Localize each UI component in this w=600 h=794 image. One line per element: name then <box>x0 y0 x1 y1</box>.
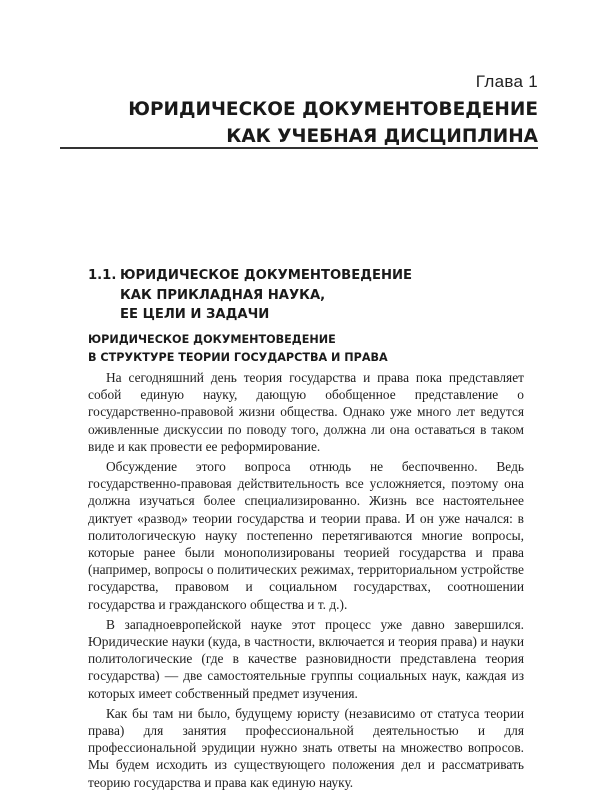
chapter-title-line: КАК УЧЕБНАЯ ДИСЦИПЛИНА <box>226 126 538 147</box>
chapter-title-line: ЮРИДИЧЕСКОЕ ДОКУМЕНТОВЕДЕНИЕ <box>128 99 538 120</box>
section-heading <box>88 266 528 325</box>
paragraph: Как бы там ни было, будущему юристу (независимо от статуса теории права) для занятия профессиональной деятельностью и для профессиональной эрудиции нужно знать ответы на множество вопросов. Мы будем исходить из существующего положения дел и рассматривать теорию государства и права как единую науку. <box>88 705 524 790</box>
paragraph: В западноевропейской науке этот процесс уже давно завершился. Юридические науки (куда, в частности, включается и теория права) и науки политологические (где в качестве разновидности представлена теория государства) — две самостоятельные группы социальных наук, каждая из которых имеет собственный предмет изучения. <box>88 616 524 701</box>
paragraph: Обсуждение этого вопроса отнюдь не беспочвенно. Ведь государственно-правовая действительность все усложняется, поэтому она должна изучаться более специализированно. Жизнь все настоятельнее диктует «развод» теории государства и теории права. И он уже начался: в политологическую науку постепенно перетягиваются многие вопросы, которые ранее были монополизированы теорией государства и права (например, вопросы о политических режимах, территориальном устройстве государства, правовом и социальном государствах, соотношении государства и гражданского общества и т. д.). <box>88 459 524 612</box>
chapter-title <box>58 96 538 150</box>
chapter-divider <box>60 147 538 149</box>
subsection-heading <box>88 331 528 366</box>
subsection-title-line: В СТРУКТУРЕ ТЕОРИИ ГОСУДАРСТВА И ПРАВА <box>88 350 388 364</box>
section-title-line: ЕЕ ЦЕЛИ И ЗАДАЧИ <box>120 307 270 322</box>
chapter-header <box>58 72 538 150</box>
section-title-line: КАК ПРИКЛАДНАЯ НАУКА, <box>120 287 326 303</box>
paragraph: На сегодняшний день теория государства и права пока представляет собой единую науку, дающую обобщенное представление о государственно-правовой жизни общества. Однако уже много лет ведутся оживленные дискуссии по поводу того, должна ли она оставаться в таком виде и как провести ее реформирование. <box>88 370 524 454</box>
section-title <box>120 266 528 325</box>
section-number: 1.1. <box>88 268 117 283</box>
subsection-title-line: ЮРИДИЧЕСКОЕ ДОКУМЕНТОВЕДЕНИЕ <box>88 333 336 346</box>
body-text <box>88 369 524 794</box>
chapter-label: Глава 1 <box>475 72 538 91</box>
section-title-line: ЮРИДИЧЕСКОЕ ДОКУМЕНТОВЕДЕНИЕ <box>120 268 413 283</box>
